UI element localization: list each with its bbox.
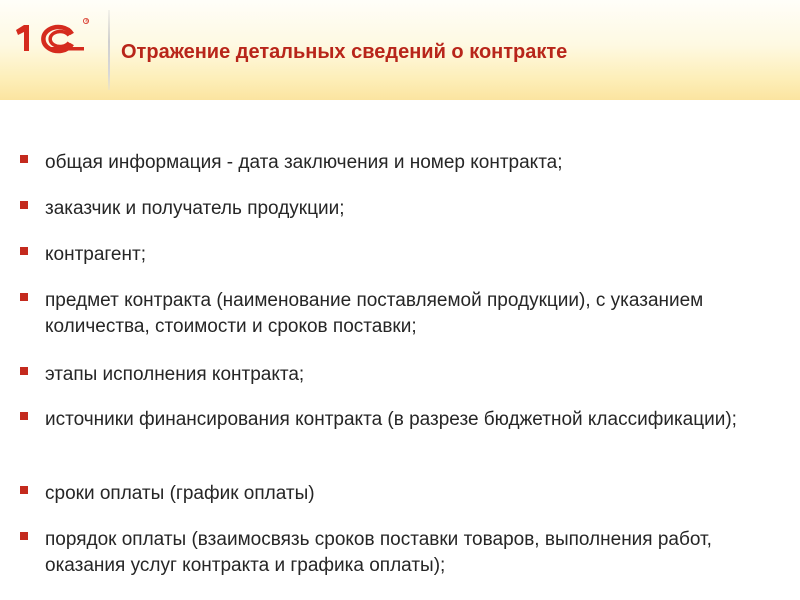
slide-title: Отражение детальных сведений о контракте xyxy=(121,41,568,63)
bullet-square-icon xyxy=(20,247,28,255)
bullet-text: источники финансирования контракта (в разрезе бюджетной классификации); xyxy=(45,409,737,430)
bullet-square-icon xyxy=(20,201,28,209)
bullet-text: этапы исполнения контракта; xyxy=(45,364,305,385)
bullet-square-icon xyxy=(20,155,28,163)
bullet-square-icon xyxy=(20,367,28,375)
bullet-square-icon xyxy=(20,412,28,420)
bullet-text: предмет контракта (наименование поставляемой продукции), с указанием количества, стоимости и сроков поставки; xyxy=(45,290,704,337)
registered-mark: ® xyxy=(84,18,89,24)
bullet-text: порядок оплаты (взаимосвязь сроков поставки товаров, выполнения работ, оказания услуг контракта и графика оплаты); xyxy=(45,529,712,576)
bullet-square-icon xyxy=(20,486,28,494)
bullet-text: общая информация - дата заключения и номер контракта; xyxy=(45,152,563,173)
bullet-square-icon xyxy=(20,532,28,540)
bullet-square-icon xyxy=(20,293,28,301)
bullet-text: сроки оплаты (график оплаты) xyxy=(45,483,315,504)
bullet-text: контрагент; xyxy=(45,244,146,265)
bullet-text: заказчик и получатель продукции; xyxy=(45,198,345,219)
